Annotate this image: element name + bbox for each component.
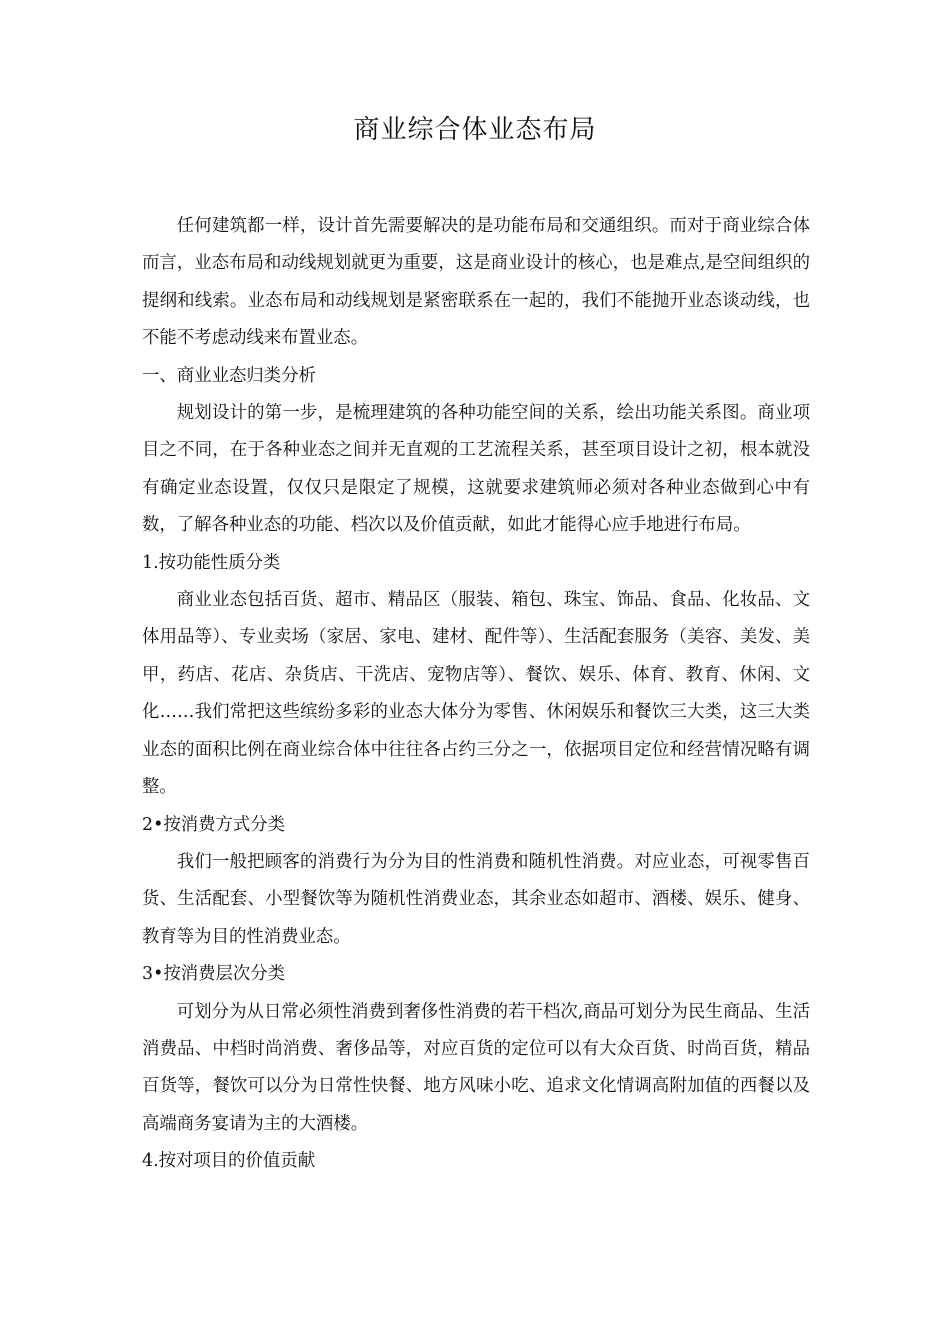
subsection-heading-value-contribution: 4.按对项目的价值贡献 [142,1151,316,1172]
subsection-paragraph-function: 商业业态包括百货、超市、精品区（服装、箱包、珠宝、饰品、食品、化妆品、文体用品等）、专业卖场（家居、家电、建材、配件等）、生活配套服务（美容、美发、美甲，药店、花店、杂货店、干洗店、宠物店等）、餐饮、娱乐、体育、教育、休闲、文化……我们常把这些缤纷多彩的业态大体分为零售、休闲娱乐和餐饮三大类，这三大类业态的面积比例在商业综合体中往往各占约三分之一，依据项目定位和经营情况略有调整。 [142,590,810,798]
section-heading-1: 一、商业业态归类分析 [142,365,316,386]
document-body [142,208,810,1181]
subsection-heading-consumption-mode: 2•按消费方式分类 [142,814,286,835]
subsection-paragraph-consumption-mode: 我们一般把顾客的消费行为分为目的性消费和随机性消费。对应业态，可视零售百货、生活配套、小型餐饮等为随机性消费业态，其余业态如超市、酒楼、娱乐、健身、教育等为目的性消费业态。 [142,851,810,947]
section-paragraph-1: 规划设计的第一步，是梳理建筑的各种功能空间的关系，绘出功能关系图。商业项目之不同，在于各种业态之间并无直观的工艺流程关系，甚至项目设计之初，根本就没有确定业态设置，仅仅只是限定了规模，这就要求建筑师必须对各种业态做到心中有数，了解各种业态的功能、档次以及价值贡献，如此才能得心应手地进行布局。 [142,403,810,536]
document-title: 商业综合体业态布局 [353,115,597,145]
intro-paragraph: 任何建筑都一样，设计首先需要解决的是功能布局和交通组织。而对于商业综合体而言，业态布局和动线规划就更为重要，这是商业设计的核心，也是难点,是空间组织的提纲和线索。业态布局和动线规划是紧密联系在一起的，我们不能抛开业态谈动线，也不能不考虑动线来布置业态。 [142,216,810,349]
subsection-paragraph-consumption-level: 可划分为从日常必须性消费到奢侈性消费的若干档次,商品可划分为民生商品、生活消费品、中档时尚消费、奢侈品等，对应百货的定位可以有大众百货、时尚百货，精品百货等，餐饮可以分为日常性快餐、地方风味小吃、追求文化情调高附加值的西餐以及高端商务宴请为主的大酒楼。 [142,1001,810,1134]
subsection-heading-consumption-level: 3•按消费层次分类 [142,964,286,985]
subsection-heading-function: 1.按功能性质分类 [142,552,281,573]
